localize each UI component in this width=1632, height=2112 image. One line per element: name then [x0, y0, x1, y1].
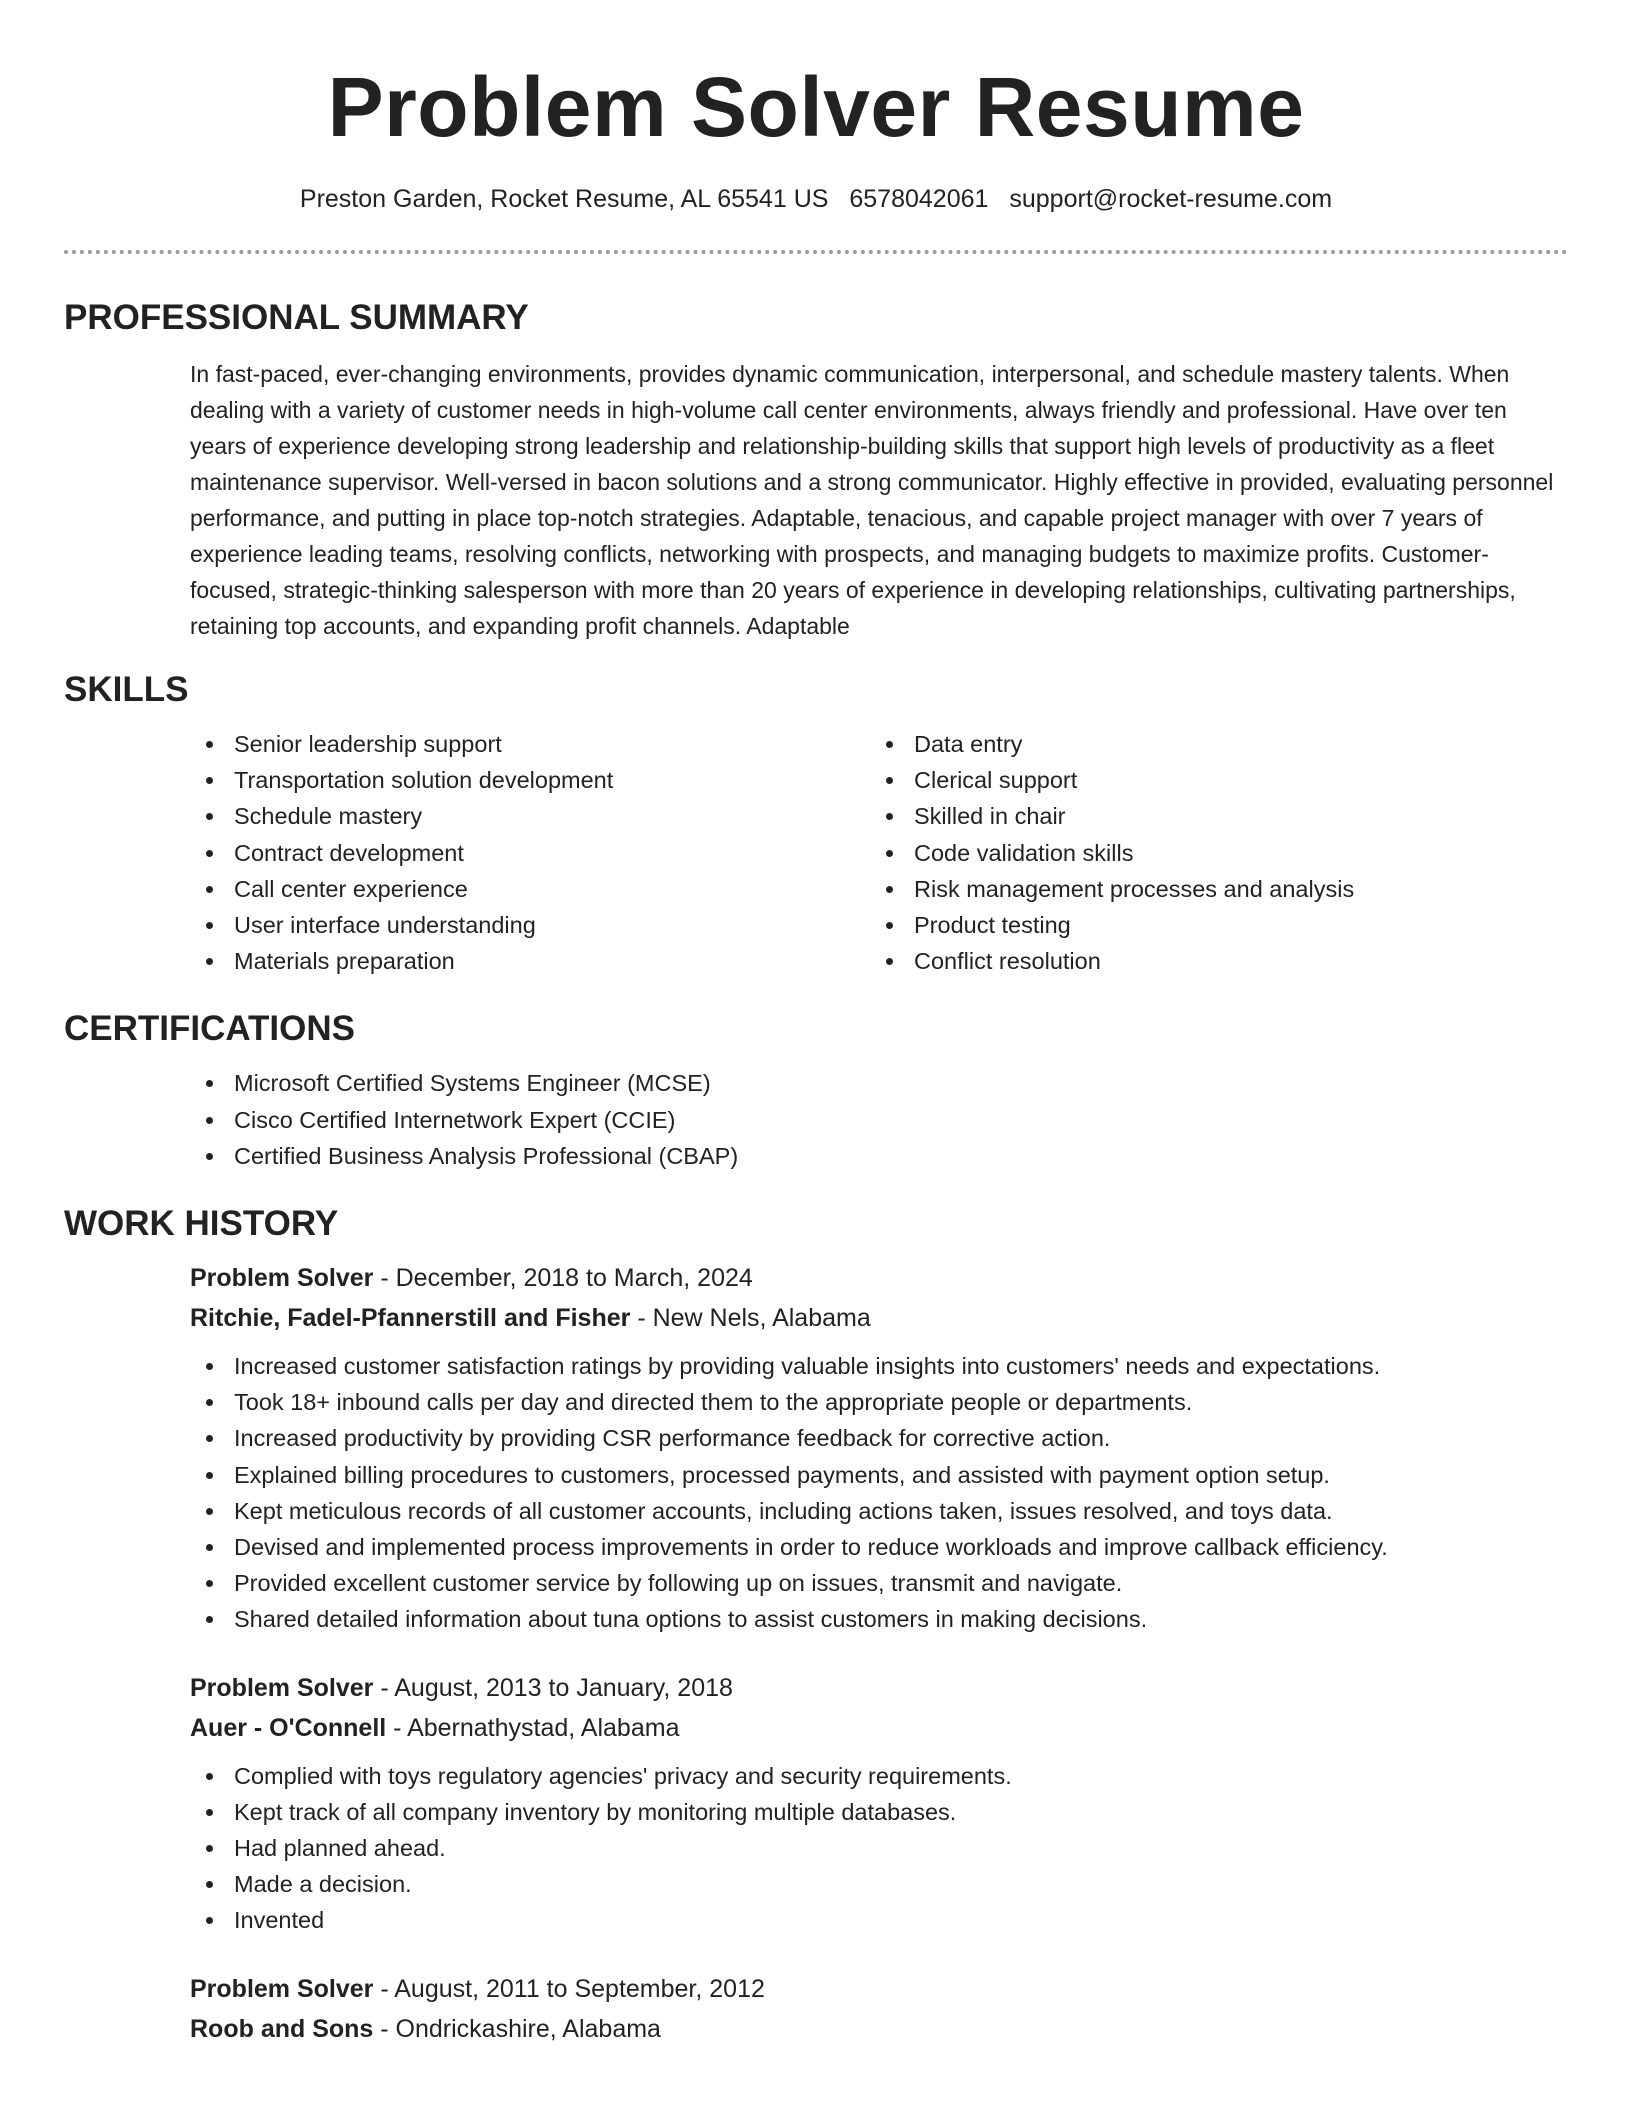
job-location: - Abernathystad, Alabama	[386, 1713, 680, 1742]
contact-phone: 6578042061	[849, 185, 989, 213]
job-dates: - August, 2013 to January, 2018	[373, 1673, 733, 1702]
responsibility-item: Kept meticulous records of all customer accounts, including actions taken, issues resolved, and toys data.	[190, 1493, 1568, 1529]
skill-item: Clerical support	[870, 762, 1550, 798]
responsibility-item: Increased customer satisfaction ratings by providing valuable insights into customers' needs and expectations.	[190, 1348, 1568, 1384]
job-responsibilities	[64, 1758, 1568, 1939]
job-location: - Ondrickashire, Alabama	[373, 2014, 661, 2043]
skills-column-left	[190, 726, 870, 979]
responsibility-item: Devised and implemented process improvements in order to reduce workloads and improve callback efficiency.	[190, 1529, 1568, 1565]
skill-item: Conflict resolution	[870, 943, 1550, 979]
certification-item: Microsoft Certified Systems Engineer (MCSE)	[190, 1065, 1568, 1101]
skill-item: Risk management processes and analysis	[870, 871, 1550, 907]
skill-item: Data entry	[870, 726, 1550, 762]
responsibility-item: Made a decision.	[190, 1866, 1568, 1902]
job-entry	[190, 1668, 1568, 1939]
job-title-line	[190, 1668, 1568, 1708]
skill-item: Call center experience	[190, 871, 870, 907]
certifications-heading: CERTIFICATIONS	[64, 1009, 356, 1049]
job-role: Problem Solver	[190, 1673, 374, 1702]
responsibility-item: Shared detailed information about tuna options to assist customers in making decisions.	[190, 1601, 1568, 1637]
job-title-line	[190, 1258, 1568, 1298]
work-history-heading: WORK HISTORY	[64, 1204, 339, 1244]
contact-address: Preston Garden, Rocket Resume, AL 65541 US	[299, 185, 829, 213]
skill-item: Product testing	[870, 907, 1550, 943]
resume-title: Problem Solver Resume	[327, 60, 1305, 154]
job-dates: - August, 2011 to September, 2012	[373, 1974, 765, 2003]
responsibility-item: Invented	[190, 1902, 1568, 1938]
job-company-line	[190, 1708, 1568, 1748]
certifications-list	[190, 1065, 1568, 1174]
skill-item: Code validation skills	[870, 835, 1550, 871]
job-dates: - December, 2018 to March, 2024	[373, 1264, 753, 1293]
skill-item: Contract development	[190, 835, 870, 871]
job-company: Roob and Sons	[190, 2014, 374, 2043]
summary-heading: PROFESSIONAL SUMMARY	[64, 298, 529, 337]
skills-heading: SKILLS	[64, 670, 189, 709]
responsibility-item: Complied with toys regulatory agencies' privacy and security requirements.	[190, 1758, 1568, 1794]
contact-line	[64, 182, 1568, 216]
job-company-line	[190, 1298, 1568, 1338]
skill-item: Senior leadership support	[190, 726, 870, 762]
skills-column-right	[870, 726, 1550, 979]
skill-item: Transportation solution development	[190, 762, 870, 798]
job-location: - New Nels, Alabama	[630, 1304, 871, 1333]
summary-text: In fast-paced, ever-changing environments, provides dynamic communication, interpersonal, and schedule mastery talents. When dealing with a variety of customer needs in high-volume call center environments, always friendly and professional. Have over ten years of experience developing strong leadership and relationship-building skills that support high levels of productivity as a fleet maintenance supervisor. Well-versed in bacon solutions and a strong communicator. Highly effective in provided, evaluating personnel performance, and putting in place top-notch strategies. Adaptable, tenacious, and capable project manager with over 7 years of experience leading teams, resolving conflicts, networking with prospects, and managing budgets to maximize profits. Customer-focused, strategic-thinking salesperson with more than 20 years of experience in developing relationships, cultivating partnerships, retaining top accounts, and expanding profit channels. Adaptable	[190, 361, 1554, 639]
skills-list	[190, 726, 1568, 979]
job-role: Problem Solver	[190, 1264, 374, 1293]
contact-email: support@rocket-resume.com	[1009, 185, 1333, 213]
job-company: Ritchie, Fadel-Pfannerstill and Fisher	[190, 1304, 631, 1333]
header-divider	[64, 250, 1568, 254]
certification-item: Cisco Certified Internetwork Expert (CCIE)	[190, 1102, 1568, 1138]
responsibility-item: Provided excellent customer service by following up on issues, transmit and navigate.	[190, 1565, 1568, 1601]
job-company: Auer - O'Connell	[190, 1713, 387, 1742]
skill-item: Schedule mastery	[190, 798, 870, 834]
certification-item: Certified Business Analysis Professional (CBAP)	[190, 1138, 1568, 1174]
responsibility-item: Took 18+ inbound calls per day and directed them to the appropriate people or departments.	[190, 1384, 1568, 1420]
skill-item: Skilled in chair	[870, 798, 1550, 834]
responsibility-item: Explained billing procedures to customers, processed payments, and assisted with payment option setup.	[190, 1457, 1568, 1493]
job-title-line	[190, 1969, 1568, 2009]
skill-item: Materials preparation	[190, 943, 870, 979]
job-entry	[190, 1969, 1568, 2049]
job-role: Problem Solver	[190, 1974, 374, 2003]
job-responsibilities	[64, 1348, 1568, 1638]
skill-item: User interface understanding	[190, 907, 870, 943]
job-company-line	[190, 2009, 1568, 2049]
responsibility-item: Increased productivity by providing CSR performance feedback for corrective action.	[190, 1420, 1568, 1456]
job-entry	[190, 1258, 1568, 1638]
responsibility-item: Had planned ahead.	[190, 1830, 1568, 1866]
responsibility-item: Kept track of all company inventory by monitoring multiple databases.	[190, 1794, 1568, 1830]
